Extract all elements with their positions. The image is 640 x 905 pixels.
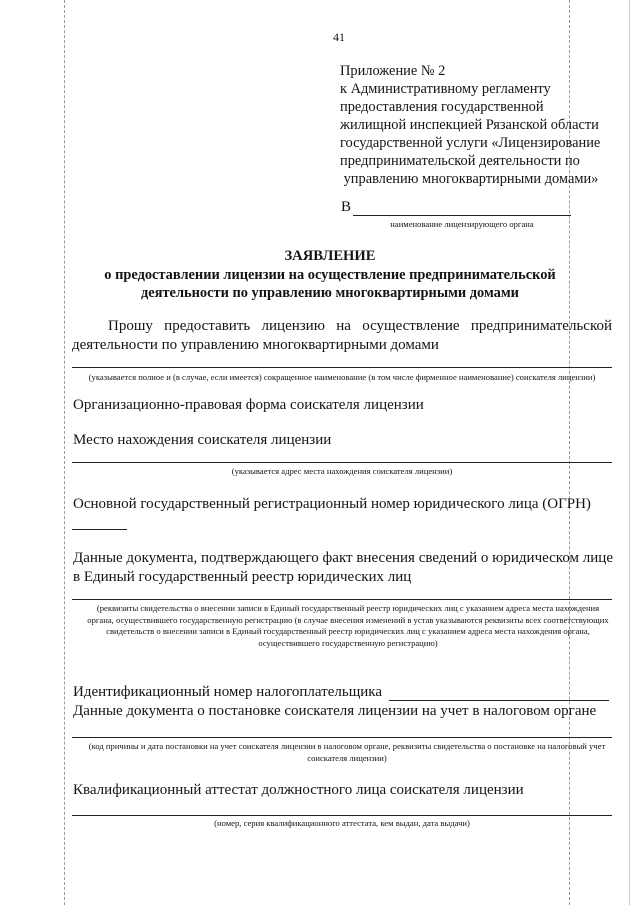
addressee-caption: наименование лицензирующего органа bbox=[390, 219, 534, 229]
egrul-field[interactable] bbox=[72, 599, 612, 600]
appendix-line: управлению многоквартирными домами» bbox=[340, 171, 599, 187]
addressee-prefix: В bbox=[341, 199, 352, 215]
appendix-line: жилищной инспекцией Рязанской области bbox=[340, 117, 599, 133]
certificate-field[interactable] bbox=[72, 815, 612, 816]
ogrn-field[interactable] bbox=[72, 529, 127, 530]
tax-doc-caption: (код причины и дата постановки на учет соискателя лицензии в налоговом органе, реквизиты свидетельства о постановке на налоговый учет соискателя лицензии) bbox=[88, 741, 606, 763]
location-caption: (указывается адрес места нахождения соискателя лицензии) bbox=[231, 466, 453, 476]
applicant-name-field[interactable] bbox=[72, 367, 612, 368]
request-paragraph: Прошу предоставить лицензию на осуществление предпринимательской деятельности по управлению многоквартирными домами bbox=[72, 318, 612, 353]
document-title: ЗАЯВЛЕНИЕ bbox=[284, 248, 376, 264]
left-margin-line bbox=[64, 0, 65, 905]
ogrn-label: Основной государственный регистрационный номер юридического лица (ОГРН) bbox=[73, 496, 591, 512]
subtitle-line: деятельности по управлению многоквартирными домами bbox=[141, 285, 519, 301]
certificate-label: Квалификационный аттестат должностного лица соискателя лицензии bbox=[73, 782, 524, 798]
tax-doc-field[interactable] bbox=[72, 737, 612, 738]
appendix-line: к Административному регламенту bbox=[340, 81, 551, 97]
applicant-name-caption: (указывается полное и (в случае, если имеется) сокращенное наименование (в том числе фирменное наименование) соискателя лицензии) bbox=[88, 372, 596, 382]
inn-field[interactable] bbox=[389, 700, 609, 701]
egrul-caption: (реквизиты свидетельства о внесении записи в Единый государственный реестр юридических лиц с указанием адреса места нахождения органа, осуществившего государственную регистрацию (в случае внесения изменений в устав указываются реквизиты всех соответствующих свидетельств о внесении записи в Единый государственный реестр юридических лиц с указанием адреса места нахождения органа, осуществившего государственную регистрацию) bbox=[87, 603, 609, 648]
document-subtitle bbox=[60, 266, 600, 302]
page-number: 41 bbox=[333, 30, 345, 44]
legal-form-label: Организационно-правовая форма соискателя лицензии bbox=[73, 397, 424, 413]
appendix-header bbox=[340, 62, 630, 188]
egrul-paragraph: Данные документа, подтверждающего факт внесения сведений о юридическом лице в Единый государственный реестр юридических лиц bbox=[73, 550, 613, 585]
appendix-line: государственной услуги «Лицензирование bbox=[340, 135, 601, 151]
location-field[interactable] bbox=[72, 462, 612, 463]
subtitle-line: о предоставлении лицензии на осуществление предпринимательской bbox=[104, 267, 556, 283]
appendix-line: Приложение № 2 bbox=[340, 63, 446, 79]
appendix-line: предоставления государственной bbox=[340, 99, 544, 115]
location-label: Место нахождения соискателя лицензии bbox=[73, 432, 332, 448]
inn-label: Идентификационный номер налогоплательщика bbox=[73, 684, 383, 700]
certificate-caption: (номер, серия квалификационного аттестата, кем выдан, дата выдачи) bbox=[214, 818, 470, 828]
addressee-field[interactable] bbox=[353, 215, 571, 216]
appendix-line: предпринимательской деятельности по bbox=[340, 153, 580, 169]
tax-doc-label: Данные документа о постановке соискателя лицензии на учет в налоговом органе bbox=[73, 703, 597, 719]
